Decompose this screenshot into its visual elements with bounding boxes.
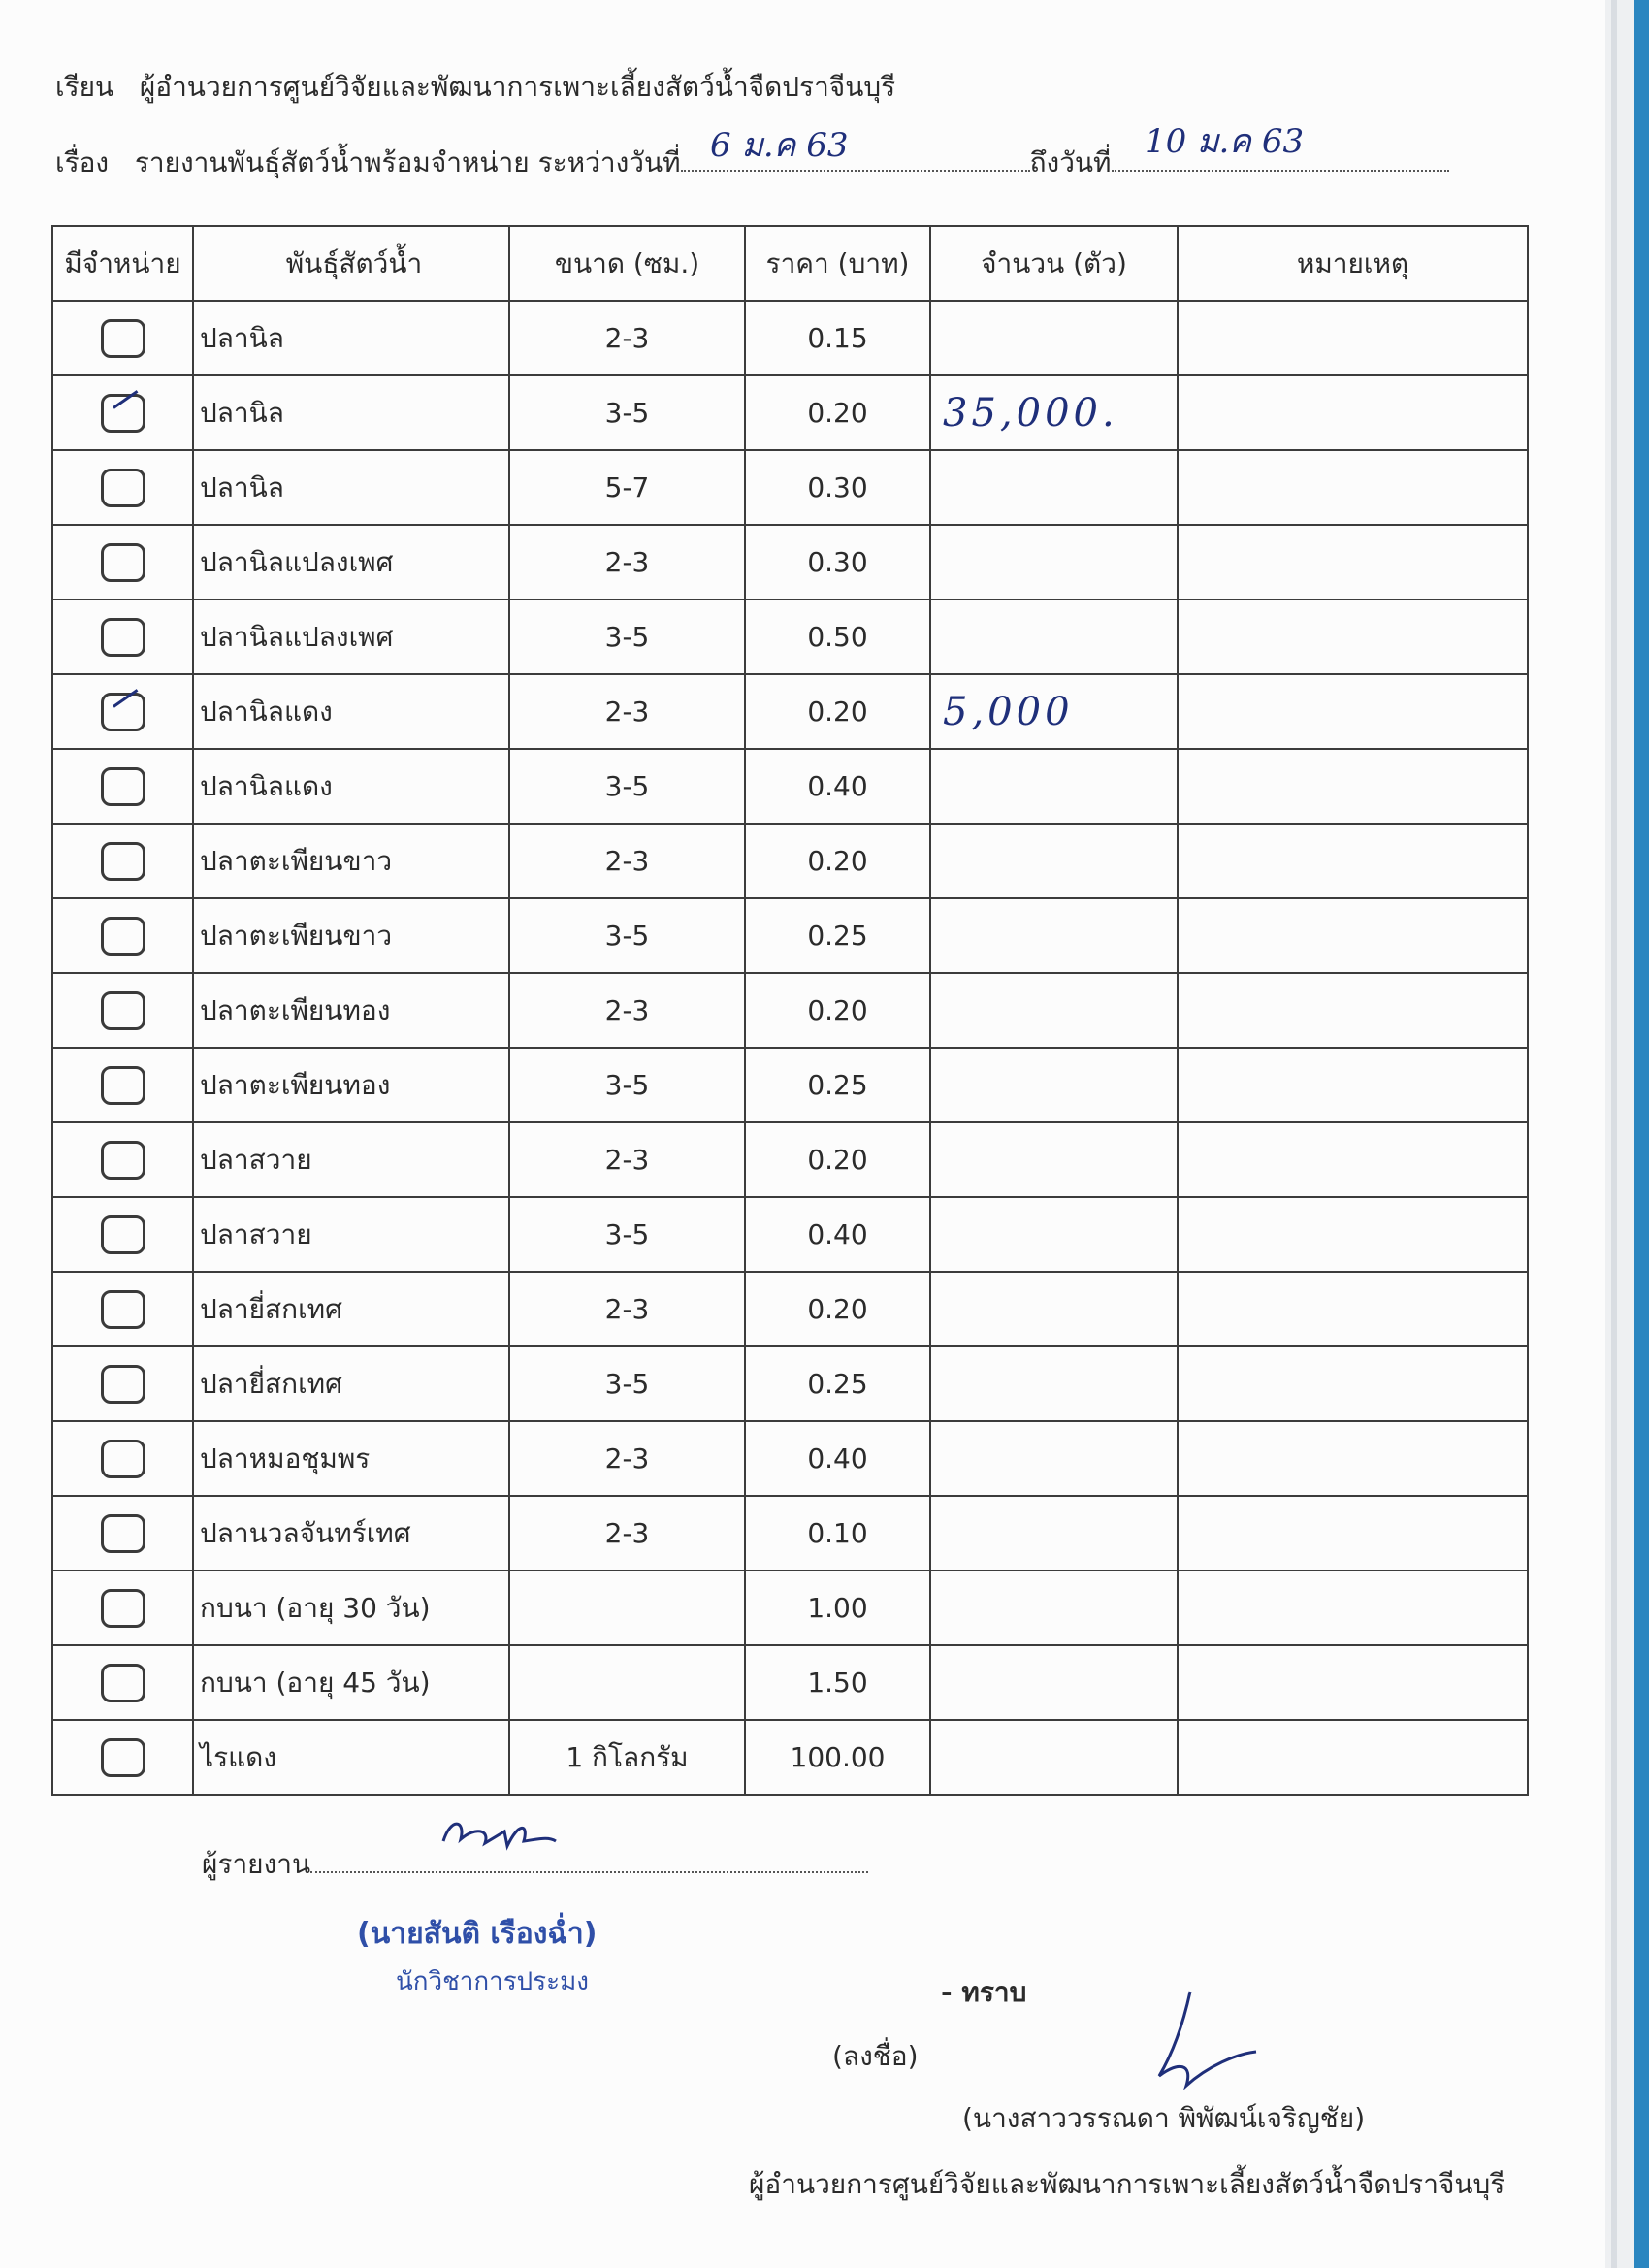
remarks-cell: [1178, 674, 1528, 749]
size-cell: [509, 599, 745, 674]
size-cell: [509, 301, 745, 375]
size-text: 3-5: [604, 1218, 650, 1250]
available-cell: [52, 525, 193, 599]
available-checkbox[interactable]: [101, 917, 146, 956]
available-checkbox[interactable]: [101, 767, 146, 806]
species-text: ปลาหมอชุมพร: [200, 1442, 371, 1474]
scan-edge-blue: [1634, 0, 1649, 2268]
remarks-cell: [1178, 824, 1528, 898]
size-cell: [509, 1272, 745, 1346]
species-cell: [193, 1048, 509, 1122]
size-text: 2-3: [604, 1517, 650, 1549]
size-text: 5-7: [604, 471, 650, 503]
price-text: 100.00: [790, 1741, 886, 1773]
table-row: [52, 599, 1528, 674]
price-text: 0.30: [807, 471, 868, 503]
size-cell: [509, 1048, 745, 1122]
available-checkbox[interactable]: [101, 1514, 146, 1553]
remarks-cell: [1178, 301, 1528, 375]
quantity-text: [931, 1661, 943, 1705]
quantity-cell: [930, 301, 1178, 375]
price-cell: [745, 1048, 930, 1122]
available-checkbox[interactable]: [101, 1215, 146, 1254]
table-row: [52, 1122, 1528, 1197]
size-cell: [509, 450, 745, 525]
price-cell: [745, 749, 930, 824]
available-checkbox[interactable]: [101, 1290, 146, 1329]
species-text: ปลานวลจันทร์เทศ: [200, 1516, 411, 1549]
quantity-text: [931, 540, 943, 585]
size-text: 2-3: [604, 1293, 650, 1325]
available-cell: [52, 824, 193, 898]
remarks-cell: [1178, 1571, 1528, 1645]
price-text: 0.20: [807, 845, 868, 877]
check-mark-icon: [113, 689, 138, 708]
quantity-text: [931, 1213, 943, 1257]
size-text: 2-3: [604, 994, 650, 1026]
size-cell: [509, 1645, 745, 1720]
price-text: 0.25: [807, 1368, 868, 1400]
species-cell: [193, 1645, 509, 1720]
quantity-cell: [930, 375, 1178, 450]
size-cell: [509, 973, 745, 1048]
signed-label: (ลงชื่อ): [832, 2040, 919, 2072]
col-header-price: ราคา (บาท): [745, 226, 930, 301]
quantity-text: 35,000.: [943, 390, 1118, 436]
species-text: ปลานิลแปลงเพศ: [200, 545, 394, 578]
table-row: [52, 1421, 1528, 1496]
scan-edge-stripe: [1611, 0, 1617, 2268]
col-header-quantity: จำนวน (ตัว): [930, 226, 1178, 301]
species-cell: [193, 525, 509, 599]
price-cell: [745, 824, 930, 898]
table-row: [52, 450, 1528, 525]
species-text: ปลาตะเพียนทอง: [200, 1068, 391, 1101]
remarks-cell: [1178, 1496, 1528, 1571]
price-cell: [745, 525, 930, 599]
price-text: 0.15: [807, 322, 868, 354]
to-label: เรียน: [55, 71, 114, 103]
size-cell: [509, 674, 745, 749]
quantity-text: [931, 1586, 943, 1631]
remarks-cell: [1178, 1421, 1528, 1496]
quantity-cell: [930, 1645, 1178, 1720]
quantity-cell: [930, 898, 1178, 973]
price-text: 0.50: [807, 621, 868, 653]
remarks-cell: [1178, 1346, 1528, 1421]
quantity-cell: [930, 1272, 1178, 1346]
size-cell: [509, 1571, 745, 1645]
quantity-cell: [930, 1122, 1178, 1197]
available-checkbox[interactable]: [101, 1440, 146, 1478]
available-checkbox[interactable]: [101, 1365, 146, 1404]
subject-text: รายงานพันธุ์สัตว์น้ำพร้อมจำหน่าย ระหว่างวันที่: [134, 146, 681, 178]
species-cell: [193, 450, 509, 525]
quantity-text: [931, 1063, 943, 1108]
size-text: 1 กิโลกรัม: [566, 1740, 689, 1773]
quantity-text: [931, 1511, 943, 1556]
table-row: [52, 1048, 1528, 1122]
quantity-cell: [930, 749, 1178, 824]
price-text: 0.30: [807, 546, 868, 578]
size-text: 3-5: [604, 621, 650, 653]
size-text: 2-3: [604, 845, 650, 877]
price-cell: [745, 1571, 930, 1645]
remarks-cell: [1178, 525, 1528, 599]
size-cell: [509, 1496, 745, 1571]
col-header-available: มีจำหน่าย: [52, 226, 193, 301]
table-header-row: [52, 226, 1528, 301]
species-cell: [193, 1197, 509, 1272]
price-cell: [745, 599, 930, 674]
available-cell: [52, 749, 193, 824]
price-cell: [745, 1122, 930, 1197]
scan-edge: [1605, 0, 1649, 2268]
available-checkbox[interactable]: [101, 469, 146, 507]
quantity-text: [931, 615, 943, 660]
remarks-cell: [1178, 973, 1528, 1048]
quantity-text: [931, 1362, 943, 1407]
to-text: ผู้อำนวยการศูนย์วิจัยและพัฒนาการเพาะเลี้ยงสัตว์น้ำจืดปราจีนบุรี: [139, 71, 896, 103]
species-text: ปลานิลแปลงเพศ: [200, 620, 394, 653]
quantity-cell: [930, 1571, 1178, 1645]
reporter-signature: [432, 1812, 567, 1861]
price-text: 0.25: [807, 1069, 868, 1101]
price-text: 0.10: [807, 1517, 868, 1549]
addressee-line: [55, 66, 895, 109]
quantity-cell: [930, 450, 1178, 525]
available-cell: [52, 1197, 193, 1272]
quantity-text: 5,000: [943, 689, 1074, 734]
table-row: [52, 824, 1528, 898]
size-text: 2-3: [604, 546, 650, 578]
species-cell: [193, 1346, 509, 1421]
remarks-cell: [1178, 1122, 1528, 1197]
check-mark-icon: [113, 390, 138, 409]
price-cell: [745, 674, 930, 749]
size-text: 3-5: [604, 397, 650, 429]
quantity-cell: [930, 1197, 1178, 1272]
species-cell: [193, 898, 509, 973]
stock-table: [51, 225, 1529, 1796]
size-cell: [509, 1720, 745, 1795]
species-cell: [193, 1571, 509, 1645]
size-cell: [509, 1421, 745, 1496]
species-cell: [193, 973, 509, 1048]
available-cell: [52, 1048, 193, 1122]
available-checkbox[interactable]: [101, 543, 146, 582]
size-cell: [509, 824, 745, 898]
price-text: 0.40: [807, 770, 868, 802]
size-text: 2-3: [604, 1442, 650, 1474]
quantity-text: [931, 1138, 943, 1183]
price-text: 1.00: [807, 1592, 868, 1624]
col-header-size: ขนาด (ซม.): [509, 226, 745, 301]
species-text: ปลาสวาย: [200, 1217, 312, 1250]
available-cell: [52, 375, 193, 450]
price-text: 0.20: [807, 397, 868, 429]
subject-label: เรื่อง: [55, 146, 110, 178]
price-cell: [745, 1645, 930, 1720]
price-text: 0.20: [807, 1293, 868, 1325]
remarks-cell: [1178, 599, 1528, 674]
price-cell: [745, 301, 930, 375]
quantity-text: [931, 466, 943, 510]
price-text: 0.20: [807, 994, 868, 1026]
species-text: ปลานิล: [200, 470, 284, 503]
col-header-species: พันธุ์สัตว์น้ำ: [193, 226, 509, 301]
director-name: (นางสาววรรณดา พิพัฒน์เจริญชัย): [962, 2102, 1366, 2134]
available-cell: [52, 1346, 193, 1421]
stamp-name: (นายสันติ เรืองฉ่ำ): [357, 1917, 598, 1951]
price-cell: [745, 973, 930, 1048]
price-cell: [745, 1272, 930, 1346]
acknowledge-text: - ทราบ: [941, 1976, 1027, 2008]
size-cell: [509, 1122, 745, 1197]
species-cell: [193, 1272, 509, 1346]
size-text: 3-5: [604, 1069, 650, 1101]
available-checkbox[interactable]: [101, 842, 146, 881]
reporter-signature-field: [310, 1850, 868, 1873]
species-cell: [193, 1720, 509, 1795]
remarks-cell: [1178, 1645, 1528, 1720]
quantity-text: [931, 1437, 943, 1481]
available-cell: [52, 1571, 193, 1645]
species-text: กบนา (อายุ 30 วัน): [200, 1591, 431, 1624]
available-cell: [52, 1272, 193, 1346]
available-cell: [52, 898, 193, 973]
table-row: [52, 1197, 1528, 1272]
price-cell: [745, 1720, 930, 1795]
quantity-cell: [930, 525, 1178, 599]
price-cell: [745, 1197, 930, 1272]
table-row: [52, 375, 1528, 450]
available-cell: [52, 1421, 193, 1496]
available-checkbox[interactable]: [101, 618, 146, 657]
species-cell: [193, 301, 509, 375]
species-text: ไรแดง: [200, 1740, 277, 1773]
species-cell: [193, 375, 509, 450]
table-row: [52, 1645, 1528, 1720]
table-row: [52, 898, 1528, 973]
price-cell: [745, 1496, 930, 1571]
quantity-text: [931, 839, 943, 884]
species-text: ปลายี่สกเทศ: [200, 1367, 342, 1400]
available-cell: [52, 674, 193, 749]
table-row: [52, 1496, 1528, 1571]
species-cell: [193, 1421, 509, 1496]
available-cell: [52, 973, 193, 1048]
quantity-text: [931, 988, 943, 1033]
price-cell: [745, 1421, 930, 1496]
quantity-cell: [930, 1048, 1178, 1122]
size-cell: [509, 525, 745, 599]
species-text: ปลานิล: [200, 396, 284, 429]
available-checkbox[interactable]: [101, 693, 146, 731]
price-cell: [745, 375, 930, 450]
size-text: 2-3: [604, 1144, 650, 1176]
table-row: [52, 301, 1528, 375]
price-text: 0.40: [807, 1218, 868, 1250]
available-cell: [52, 301, 193, 375]
species-cell: [193, 1122, 509, 1197]
col-header-remarks: หมายเหตุ: [1178, 226, 1528, 301]
remarks-cell: [1178, 1197, 1528, 1272]
quantity-cell: [930, 1720, 1178, 1795]
size-text: 3-5: [604, 1368, 650, 1400]
remarks-cell: [1178, 1048, 1528, 1122]
available-cell: [52, 1645, 193, 1720]
table-row: [52, 1571, 1528, 1645]
table-row: [52, 1346, 1528, 1421]
species-cell: [193, 824, 509, 898]
director-title: ผู้อำนวยการศูนย์วิจัยและพัฒนาการเพาะเลี้ยงสัตว์น้ำจืดปราจีนบุรี: [749, 2168, 1505, 2200]
species-text: ปลานิล: [200, 321, 284, 354]
species-text: กบนา (อายุ 45 วัน): [200, 1666, 431, 1699]
species-cell: [193, 749, 509, 824]
quantity-cell: [930, 599, 1178, 674]
remarks-cell: [1178, 749, 1528, 824]
table-row: [52, 973, 1528, 1048]
available-cell: [52, 450, 193, 525]
quantity-text: [931, 1287, 943, 1332]
price-text: 0.20: [807, 1144, 868, 1176]
quantity-cell: [930, 1421, 1178, 1496]
available-checkbox[interactable]: [101, 1589, 146, 1628]
remarks-cell: [1178, 450, 1528, 525]
price-cell: [745, 450, 930, 525]
price-cell: [745, 1346, 930, 1421]
quantity-cell: [930, 1346, 1178, 1421]
quantity-cell: [930, 1496, 1178, 1571]
to-date-handwritten: 10 ม.ค 63: [1145, 122, 1305, 161]
species-text: ปลาสวาย: [200, 1143, 312, 1176]
remarks-cell: [1178, 1720, 1528, 1795]
species-text: ปลานิลแดง: [200, 769, 333, 802]
species-cell: [193, 1496, 509, 1571]
available-checkbox[interactable]: [101, 1664, 146, 1702]
size-text: 3-5: [604, 770, 650, 802]
quantity-cell: [930, 674, 1178, 749]
species-text: ปลาตะเพียนขาว: [200, 919, 393, 952]
size-text: 3-5: [604, 920, 650, 952]
available-checkbox[interactable]: [101, 394, 146, 433]
reporter-label: ผู้รายงาน: [202, 1848, 311, 1880]
size-cell: [509, 1197, 745, 1272]
size-cell: [509, 1346, 745, 1421]
table-row: [52, 525, 1528, 599]
species-text: ปลาตะเพียนขาว: [200, 844, 393, 877]
available-checkbox[interactable]: [101, 1066, 146, 1105]
species-cell: [193, 674, 509, 749]
price-text: 0.40: [807, 1442, 868, 1474]
director-signature: [1120, 1984, 1266, 2100]
quantity-text: [931, 764, 943, 809]
remarks-cell: [1178, 1272, 1528, 1346]
available-checkbox[interactable]: [101, 991, 146, 1030]
quantity-text: [931, 1735, 943, 1780]
to-date-label: ถึงวันที่: [1029, 146, 1112, 178]
table-row: [52, 1272, 1528, 1346]
price-cell: [745, 898, 930, 973]
size-cell: [509, 749, 745, 824]
available-checkbox[interactable]: [101, 1141, 146, 1180]
size-text: 2-3: [604, 696, 650, 728]
remarks-cell: [1178, 375, 1528, 450]
quantity-text: [931, 914, 943, 958]
table-row: [52, 1720, 1528, 1795]
stamp-title: นักวิชาการประมง: [396, 1967, 589, 1996]
price-text: 0.25: [807, 920, 868, 952]
available-cell: [52, 1496, 193, 1571]
quantity-cell: [930, 824, 1178, 898]
size-cell: [509, 375, 745, 450]
quantity-cell: [930, 973, 1178, 1048]
species-cell: [193, 599, 509, 674]
price-text: 1.50: [807, 1667, 868, 1699]
species-text: ปลาตะเพียนทอง: [200, 993, 391, 1026]
table-row: [52, 674, 1528, 749]
available-cell: [52, 1122, 193, 1197]
table-row: [52, 749, 1528, 824]
available-cell: [52, 1720, 193, 1795]
species-text: ปลายี่สกเทศ: [200, 1292, 342, 1325]
species-text: ปลานิลแดง: [200, 695, 333, 728]
remarks-cell: [1178, 898, 1528, 973]
from-date-handwritten: 6 ม.ค 63: [710, 126, 849, 165]
available-checkbox[interactable]: [101, 319, 146, 358]
available-checkbox[interactable]: [101, 1738, 146, 1777]
size-text: 2-3: [604, 322, 650, 354]
quantity-text: [931, 316, 943, 361]
available-cell: [52, 599, 193, 674]
price-text: 0.20: [807, 696, 868, 728]
size-cell: [509, 898, 745, 973]
